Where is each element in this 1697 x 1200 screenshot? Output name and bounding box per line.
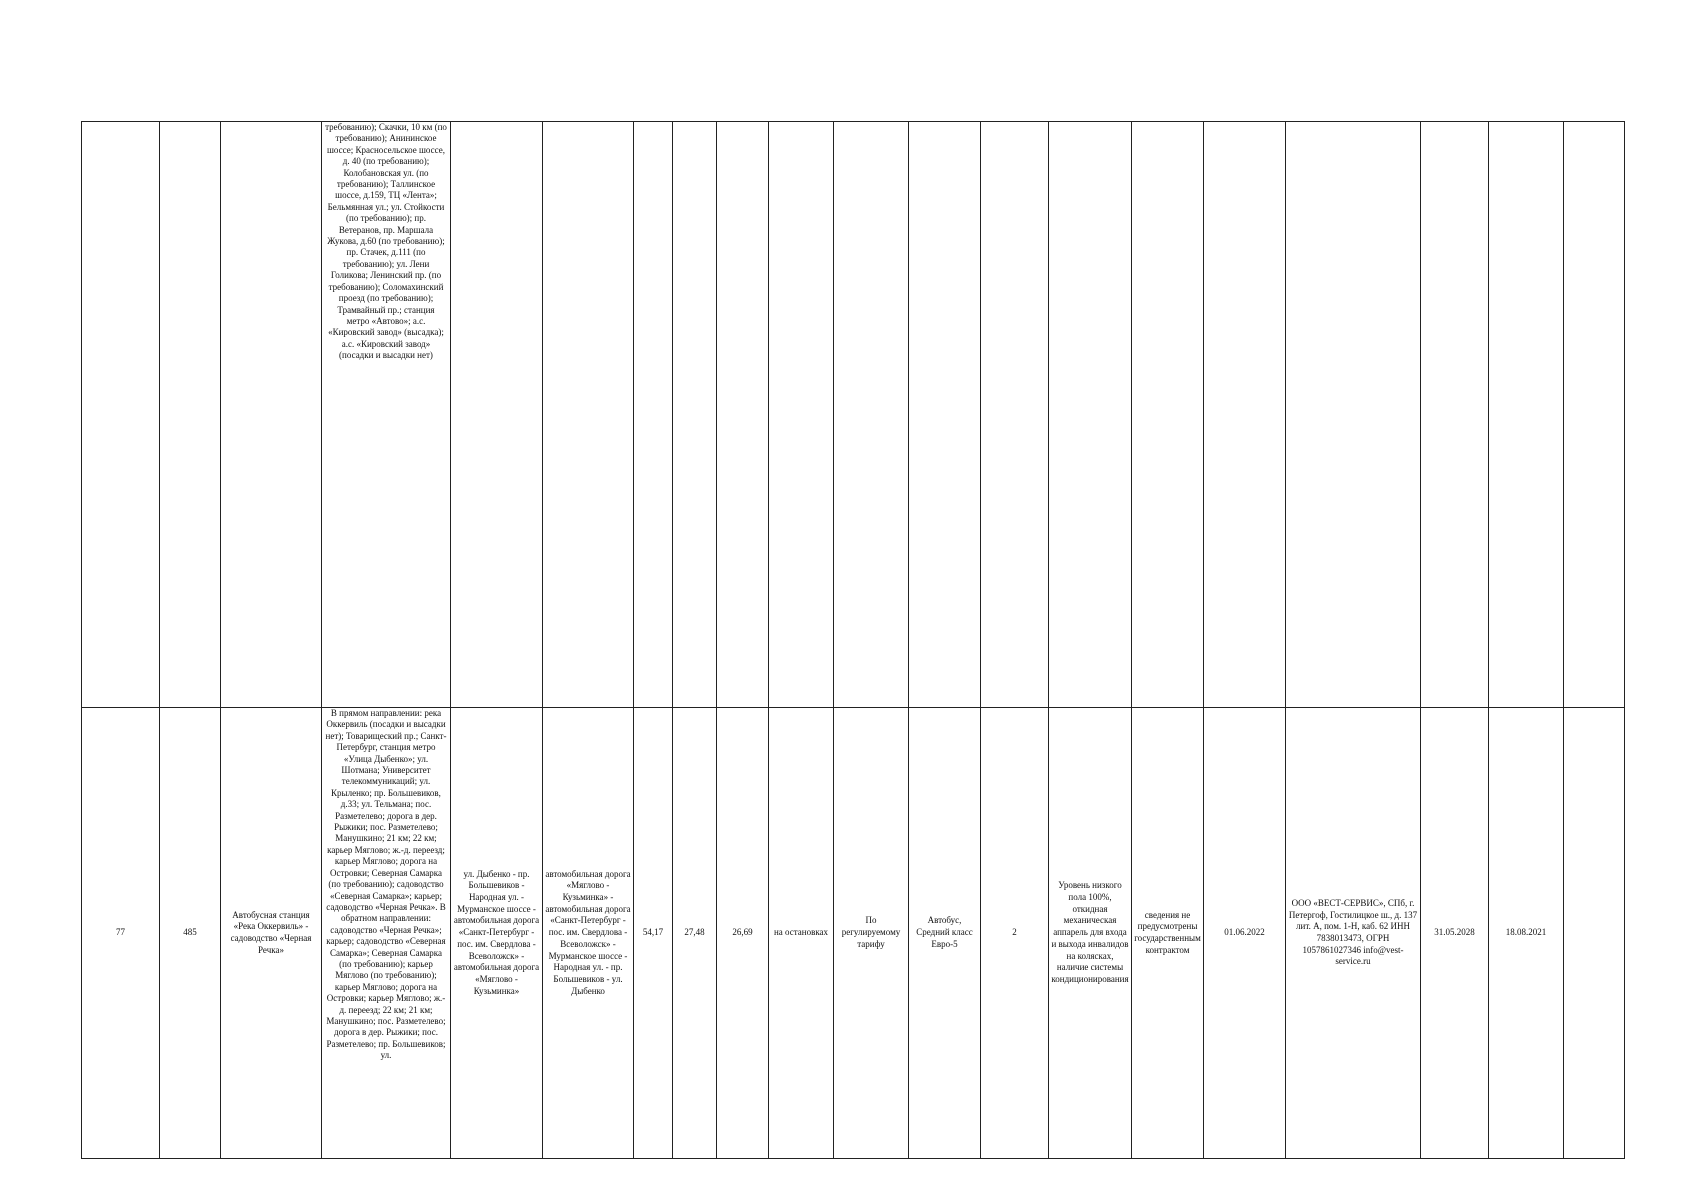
cell-empty <box>909 122 981 708</box>
cell-empty <box>1204 122 1286 708</box>
cell-empty <box>543 122 634 708</box>
cell-length-total: 54,17 <box>634 708 673 1159</box>
cell-streets-backward: автомобильная дорога «Мяглово - Кузьминка» - автомобильная дорога «Санкт-Петербург - пос. им. Свердлова - Всеволожск» - Мурманское шоссе - Народная ул. - пр. Большевиков - ул. Дыбенко <box>543 708 634 1159</box>
cell-extra <box>1564 708 1625 1159</box>
table-row-previous <box>82 122 1625 708</box>
cell-registration-date: 18.08.2021 <box>1489 708 1564 1159</box>
cell-empty <box>451 122 543 708</box>
cell-start-date: 01.06.2022 <box>1204 708 1286 1159</box>
cell-empty <box>834 122 909 708</box>
cell-boarding: на остановках <box>769 708 834 1159</box>
cell-empty <box>1489 122 1564 708</box>
cell-empty <box>769 122 834 708</box>
table-row <box>82 708 1625 1159</box>
cell-stops: В прямом направлении: река Оккервиль (посадки и высадки нет); Товарищеский пр.; Санкт-Петербург, станция метро «Улица Дыбенко»; ул. Шотмана; Университет телекоммуникаций; ул. Крыленко; пр. Большевиков, д.33; ул. Тельмана; пос. Разметелево; дорога в дер. Рыжики; пос. Разметелево; Манушкино; 21 км; 22 км; карьер Мяглово; ж.-д. переезд; карьер Мяглово; дорога на Островки; Северная Самарка (по требованию); садоводство «Северная Самарка»; карьер; садоводство «Черная Речка». В обратном направлении: садоводство «Черная Речка»; карьер; садоводство «Северная Самарка»; Северная Самарка (по требованию); карьер Мяглово (по требованию); карьер Мяглово; дорога на Островки; карьер Мяглово; ж.-д. переезд; 22 км; 21 км; Манушкино; пос. Разметелево; дорога в дер. Рыжики; пос. Разметелево; пр. Большевиков; ул. <box>322 708 451 1159</box>
cell-stops-continued: требованию); Скачки, 10 км (по требованию); Анининское шоссе; Красносельское шоссе, д. 40 (по требованию); Колобановская ул. (по требованию); Таллинское шоссе, д.159, ТЦ «Лента»; Бельмянная ул.; ул. Стойкости (по требованию); пр. Ветеранов, пр. Маршала Жукова, д.60 (по требованию); пр. Стачек, д.111 (по требованию); ул. Лени Голикова; Ленинский пр. (по требованию); Соломахинский проезд (по требованию); Трамвайный пр.; станция метро «Автово»; а.с. «Кировский завод» (высадка); а.с. «Кировский завод» (посадки и высадки нет) <box>322 122 451 708</box>
cell-streets-forward: ул. Дыбенко - пр. Большевиков - Народная ул. - Мурманское шоссе - автомобильная дорога «Санкт-Петербург - пос. им. Свердлова - Всеволожск» - автомобильная дорога «Мяглово - Кузьминка» <box>451 708 543 1159</box>
cell-vehicle-count: 2 <box>981 708 1049 1159</box>
cell-empty <box>634 122 673 708</box>
cell-empty <box>717 122 769 708</box>
cell-empty <box>221 122 322 708</box>
cell-note: сведения не предусмотрены государственным контрактом <box>1132 708 1204 1159</box>
cell-length-backward: 26,69 <box>717 708 769 1159</box>
cell-empty <box>981 122 1049 708</box>
cell-empty <box>82 122 160 708</box>
route-register-table <box>81 121 1625 1159</box>
cell-row-number: 77 <box>82 708 160 1159</box>
cell-empty <box>160 122 221 708</box>
cell-empty <box>1564 122 1625 708</box>
cell-empty <box>1421 122 1489 708</box>
cell-tariff: По регулируемому тарифу <box>834 708 909 1159</box>
cell-route-name: Автобусная станция «Река Оккервиль» - садоводство «Черная Речка» <box>221 708 322 1159</box>
cell-empty <box>1286 122 1421 708</box>
cell-vehicle: Автобус, Средний класс Евро-5 <box>909 708 981 1159</box>
cell-empty <box>673 122 717 708</box>
cell-empty <box>1049 122 1132 708</box>
cell-carrier: ООО «ВЕСТ-СЕРВИС», СПб, г. Петергоф, Гостилицкое ш., д. 137 лит. А, пом. 1-Н, каб. 62 ИНН 7838013473, ОГРН 1057861027346 info@vest-service.ru <box>1286 708 1421 1159</box>
cell-characteristics: Уровень низкого пола 100%, откидная механическая аппарель для входа и выхода инвалидов на колясках, наличие системы кондиционирования <box>1049 708 1132 1159</box>
cell-empty <box>1132 122 1204 708</box>
cell-end-date: 31.05.2028 <box>1421 708 1489 1159</box>
cell-length-forward: 27,48 <box>673 708 717 1159</box>
cell-route-number: 485 <box>160 708 221 1159</box>
